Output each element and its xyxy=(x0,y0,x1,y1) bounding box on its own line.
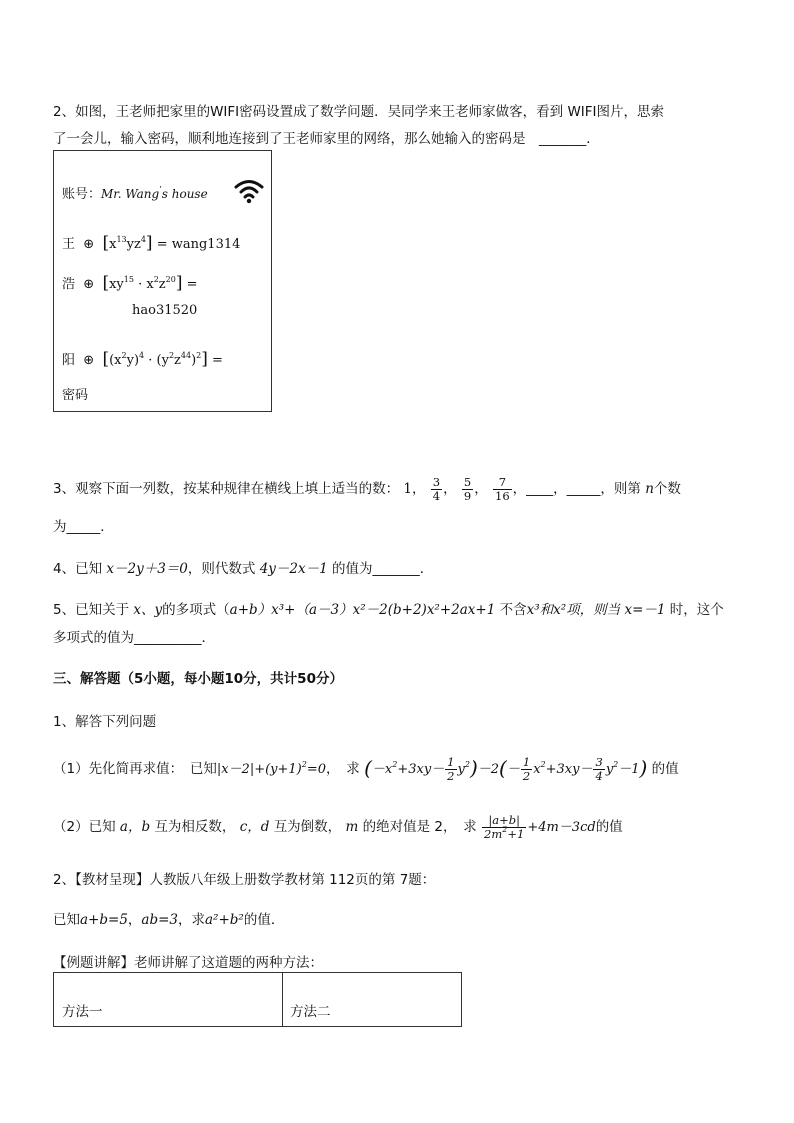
row1-op: ⊕ xyxy=(83,237,95,252)
row3-op: ⊕ xyxy=(83,353,95,368)
p1-part2-cd: c，d xyxy=(239,819,270,835)
q5-ab: a+b xyxy=(229,602,258,618)
q4-tail: 的值为_______． xyxy=(332,561,434,577)
p2-tail: 的值． xyxy=(243,912,285,928)
row3-char: 阳 xyxy=(62,353,76,368)
row3-result: 密码 xyxy=(62,388,89,403)
method-1-label: 方法一 xyxy=(62,1004,103,1020)
row2-char: 浩 xyxy=(62,277,76,292)
account-name: Mr. Wang xyxy=(101,187,160,201)
wifi-row-2: 浩 ⊕ $[xy^{15} \cdot x^2z^{20}]$ = xyxy=(62,273,198,293)
q4-cond: x－2y＋3＝0 xyxy=(106,561,188,577)
row3-eq: = xyxy=(212,353,223,368)
q4 xyxy=(53,557,433,577)
wifi-icon xyxy=(234,178,264,204)
p1-part2-d: 的绝对值是 2， 求 xyxy=(362,819,477,835)
p1-part2-c: 互为倒数， xyxy=(273,819,342,835)
row2-op: ⊕ xyxy=(83,277,95,292)
q2-line2: 了一会儿，输入密码，顺利地连接到了王老师家里的网络，那么她输入的密码是 _______． xyxy=(53,131,600,147)
q3-frac-3: $\frac{7}{16}$ xyxy=(495,474,510,503)
p1-part2: （2）已知 a，b 互为相反数， c，d 互为倒数， m 的绝对值是 2， 求 $\frac{|a+b|}{2m^2+1}$ +4m－3cd的值 xyxy=(53,813,623,841)
section-3-title: 三、解答题（5小题，每小题10分，共计50分） xyxy=(53,671,343,687)
p2-intro: 【例题讲解】老师讲解了这道题的两种方法： xyxy=(53,955,323,971)
p2-title: 2、【教材呈现】人教版八年级上册数学教材第 112页的第 7题： xyxy=(53,872,436,888)
p2-cond1: a+b=5 xyxy=(80,912,128,928)
methods-table xyxy=(53,972,462,1027)
wifi-card xyxy=(53,150,272,412)
q5-a: 5、已知关于 xyxy=(53,602,130,618)
row1-char: 王 xyxy=(62,237,76,252)
p1-part2-ab: a，b xyxy=(119,819,151,835)
row2-eq: = xyxy=(186,277,198,292)
account-label: 账号： xyxy=(62,187,102,202)
q5-vars: x、y xyxy=(133,602,163,618)
q3-frac-1: $\frac{3}{4}$ xyxy=(432,474,441,503)
p2-ask: ，求 xyxy=(178,912,205,928)
p1-part2-tail: 的值 xyxy=(595,819,623,835)
q5-c: ）x³+（a－3）x²－2(b+2)x²+2ax+1 xyxy=(257,602,496,618)
q4-mid: ，则代数式 xyxy=(187,561,256,577)
q3-text: 3、观察下面一列数，按某种规律在横线上填上适当的数： xyxy=(53,481,400,497)
p2-given: 已知a+b=5，ab=3，求a²+b²的值． xyxy=(53,912,285,928)
row1-result: = wang1314 xyxy=(156,237,241,252)
q5-b: 的多项式（ xyxy=(162,602,230,618)
q2-line1: 2、如图，王老师把家里的WIFI密码设置成了数学问题．吴同学来王老师家做客，看到 WIFI图片，思索 xyxy=(53,104,665,120)
wifi-account: 账号：Mr. Wang’s house xyxy=(62,185,208,202)
row2-result: hao31520 xyxy=(132,303,198,318)
wifi-row-3: 阳 ⊕ $[(x^2y)^4 \cdot (y^2z^{44})^2]$ = xyxy=(62,349,223,369)
q5-f: x=－1 xyxy=(624,602,666,618)
p2-target: a²+b² xyxy=(205,912,244,928)
q5-line2: 多项式的值为__________． xyxy=(53,630,215,646)
q3-line1: 3、观察下面一列数，按某种规律在横线上填上适当的数： 1， $\frac{3}{4}$ ， $\frac{5}{9}$ ， $\frac{7}{16}$ ，____，_____，则第 n个数 xyxy=(53,474,681,503)
q3-first: 1， xyxy=(403,481,426,497)
p2-given-label: 已知 xyxy=(53,912,80,928)
q5-e: x³和x²项，则当 xyxy=(526,602,621,618)
q3-line2: 为_____． xyxy=(53,519,114,535)
method-2-label: 方法二 xyxy=(290,1004,331,1020)
q3-blanks: ，____，_____，则第 xyxy=(512,481,641,497)
q5-d: 不含 xyxy=(499,602,527,618)
wifi-row-1: 王 ⊕ $[x^{13}yz^4]$ = wang1314 xyxy=(62,233,241,253)
p1-part2-label: （2）已知 xyxy=(53,819,116,835)
q4-prefix: 4、已知 xyxy=(53,561,103,577)
p2-cond2: ab=3 xyxy=(141,912,178,928)
p1-part1-ask: ， 求 xyxy=(326,761,360,777)
q3-frac-2: $\frac{5}{9}$ xyxy=(463,474,472,503)
p1-part2-m: m xyxy=(345,819,359,835)
p1-title: 1、解答下列问题 xyxy=(53,714,157,730)
p1-part1: （1）先化简再求值： 已知$|x-2|+(y+1)^2=0$， 求 ($-x^2+3xy-$ $\frac{1}{2}$ $y^2)-2(-$ $\frac{1}{2}$ $x^2+3xy-$ $\frac{3}{4}$ $y^2-1$) 的值 xyxy=(53,755,679,783)
p1-part2-b: 互为相反数， xyxy=(154,819,236,835)
q4-expr: 4y－2x－1 xyxy=(259,561,328,577)
p1-part1-tail: 的值 xyxy=(651,761,679,777)
q5-g: 时，这个 xyxy=(669,602,724,618)
p1-part1-label: （1）先化简再求值： 已知 xyxy=(53,761,217,777)
q3-n: n xyxy=(645,481,654,497)
q5-line1 xyxy=(53,598,724,618)
q3-tail: 个数 xyxy=(653,481,681,497)
account-tail: s house xyxy=(161,187,208,201)
